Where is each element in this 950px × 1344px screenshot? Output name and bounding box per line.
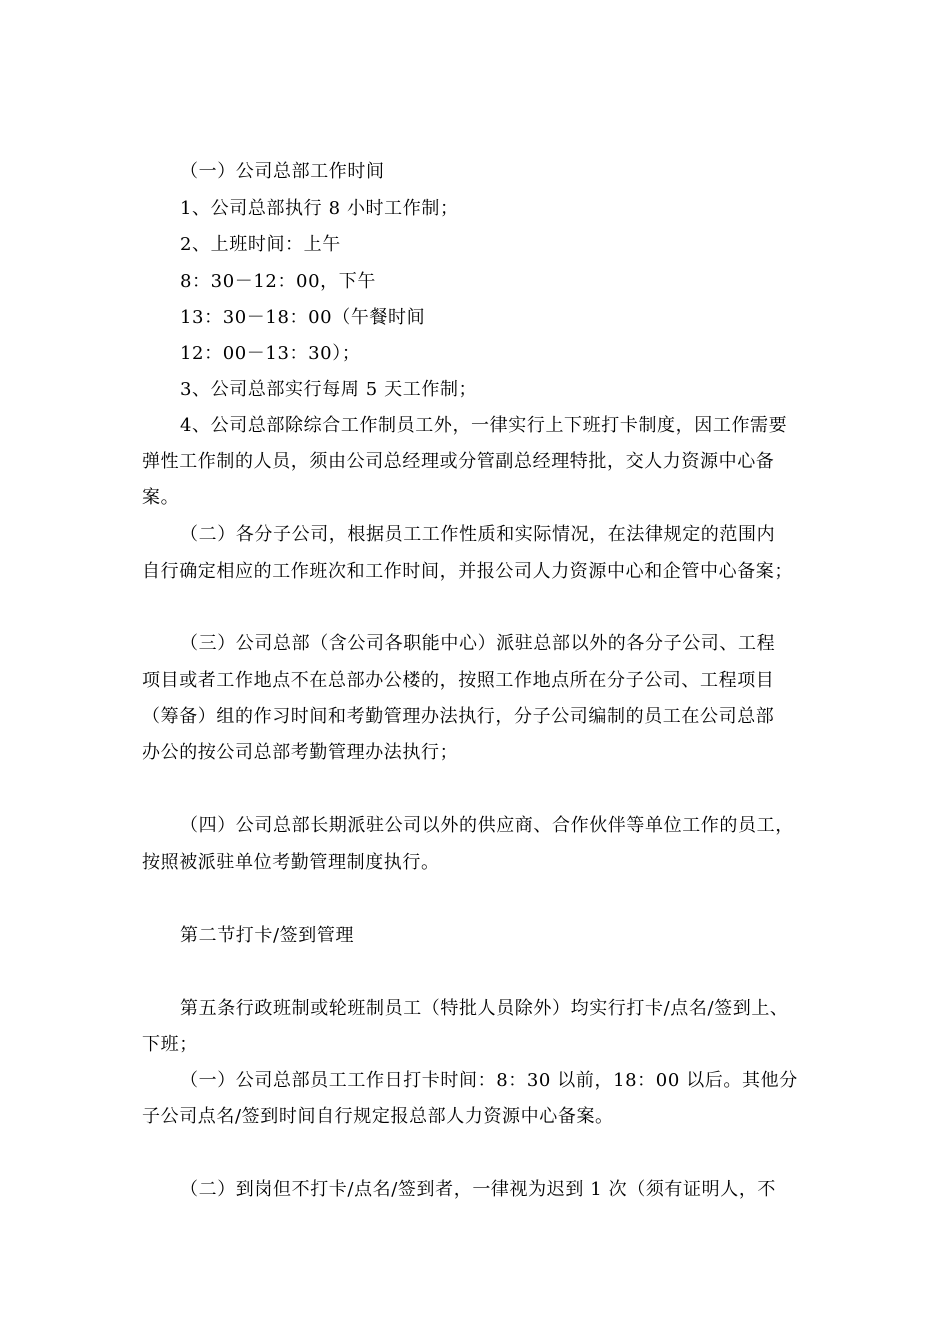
list-item-continuation: 12：00－13：30）； bbox=[180, 343, 361, 364]
list-item-continuation: 8：30－12：00，下午 bbox=[180, 271, 376, 292]
paragraph-line: （二）各分子公司，根据员工工作性质和实际情况，在法律规定的范围内 bbox=[180, 524, 776, 545]
paragraph-line: 弹性工作制的人员，须由公司总经理或分管副总经理特批，交人力资源中心备 bbox=[142, 451, 775, 472]
paragraph-line: （筹备）组的作习时间和考勤管理办法执行，分子公司编制的员工在公司总部 bbox=[142, 706, 775, 727]
paragraph-line: （三）公司总部（含公司各职能中心）派驻总部以外的各分子公司、工程 bbox=[180, 633, 776, 654]
paragraph-line: （二）到岗但不打卡/点名/签到者，一律视为迟到 1 次（须有证明人，不 bbox=[180, 1179, 777, 1200]
paragraph-line: 自行确定相应的工作班次和工作时间，并报公司人力资源中心和企管中心备案； bbox=[142, 561, 793, 582]
paragraph-line: 下班； bbox=[142, 1034, 198, 1055]
paragraph-line: （一）公司总部员工工作日打卡时间：8：30 以前，18：00 以后。其他分 bbox=[180, 1070, 798, 1091]
paragraph-line: 子公司点名/签到时间自行规定报总部人力资源中心备案。 bbox=[142, 1106, 614, 1127]
paragraph-line: 案。 bbox=[142, 487, 180, 508]
list-item: 3、公司总部实行每周 5 天工作制； bbox=[180, 379, 478, 400]
section-heading: （一）公司总部工作时间 bbox=[180, 161, 385, 182]
list-item: 1、公司总部执行 8 小时工作制； bbox=[180, 198, 459, 219]
paragraph-line: 按照被派驻单位考勤管理制度执行。 bbox=[142, 852, 440, 873]
section-title: 第二节打卡/签到管理 bbox=[180, 925, 355, 946]
paragraph-line: 项目或者工作地点不在总部办公楼的，按照工作地点所在分子公司、工程项目 bbox=[142, 670, 775, 691]
paragraph-line: 办公的按公司总部考勤管理办法执行； bbox=[142, 742, 459, 763]
paragraph-line: （四）公司总部长期派驻公司以外的供应商、合作伙伴等单位工作的员工， bbox=[180, 815, 794, 836]
list-item: 2、上班时间：上午 bbox=[180, 234, 341, 255]
paragraph-line: 第五条行政班制或轮班制员工（特批人员除外）均实行打卡/点名/签到上、 bbox=[180, 998, 789, 1019]
list-item-continuation: 13：30－18：00（午餐时间 bbox=[180, 307, 426, 328]
paragraph-line: 4、公司总部除综合工作制员工外，一律实行上下班打卡制度，因工作需要 bbox=[180, 415, 788, 436]
